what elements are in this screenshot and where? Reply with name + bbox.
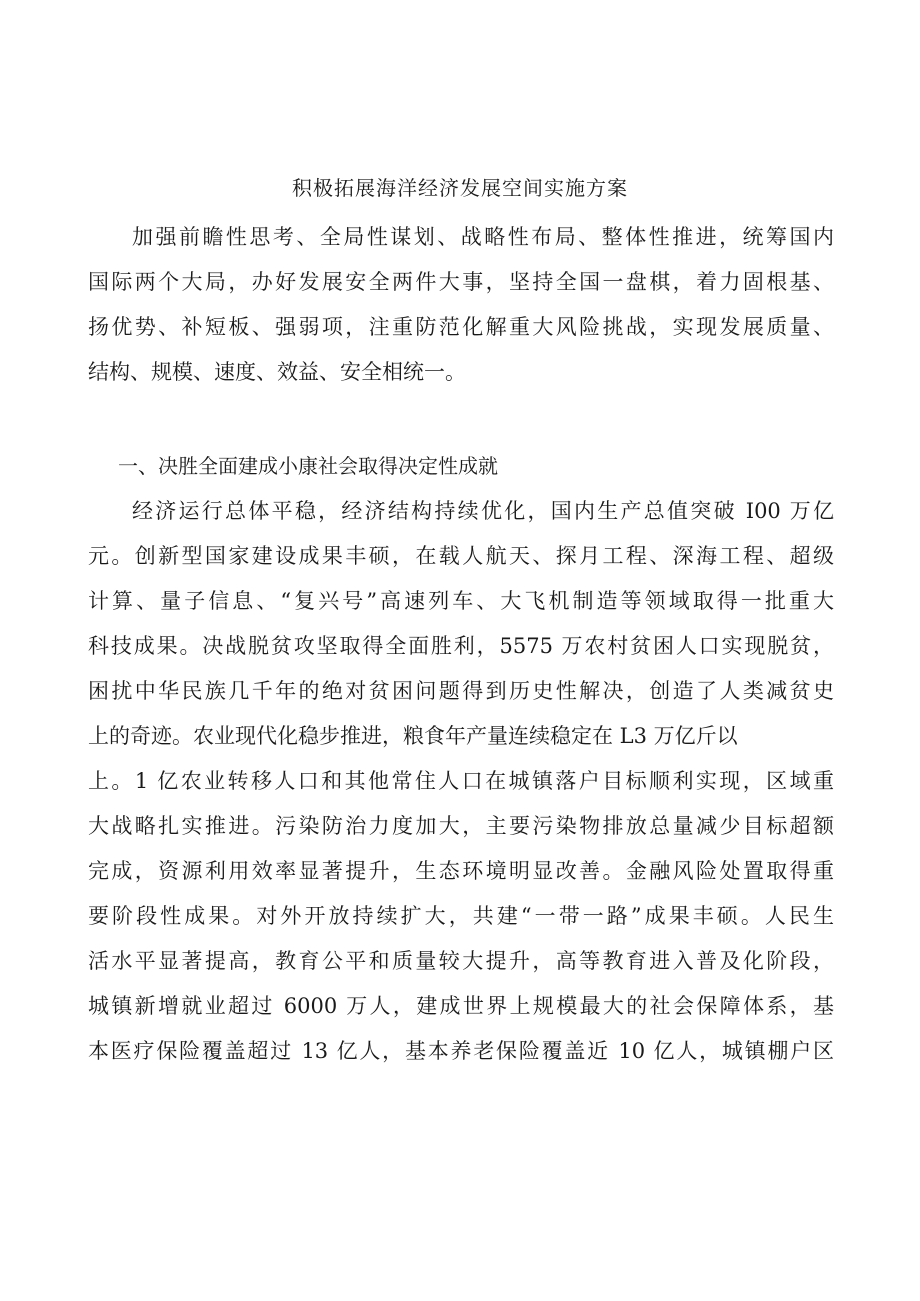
paragraph-line: 科技成果。决战脱贫攻坚取得全面胜利，5575 万农村贫困人口实现脱贫， [88,634,834,658]
paragraph-line: 城镇新增就业超过 6000 万人，建成世界上规模最大的社会保障体系，基 [88,994,834,1018]
paragraph-line: 结构、规模、速度、效益、安全相统一。 [88,360,466,384]
body-paragraph [88,489,834,1074]
paragraph-line: 加强前瞻性思考、全局性谋划、战略性布局、整体性推进，统筹国内 [132,225,834,249]
intro-paragraph [88,215,834,395]
paragraph-line: 扬优势、补短板、强弱项，注重防范化解重大风险挑战，实现发展质量、 [88,315,834,339]
paragraph-line: 活水平显著提高，教育公平和质量较大提升，高等教育进入普及化阶段， [88,949,834,973]
paragraph-line: 计算、量子信息、“复兴号”高速列车、大飞机制造等领域取得一批重大 [88,589,834,613]
paragraph-line: 元。创新型国家建设成果丰硕，在载人航天、探月工程、深海工程、超级 [88,544,834,568]
paragraph-line: 困扰中华民族几千年的绝对贫困问题得到历史性解决，创造了人类减贫史 [88,679,834,703]
paragraph-line: 本医疗保险覆盖超过 13 亿人，基本养老保险覆盖近 10 亿人，城镇棚户区 [88,1039,834,1063]
paragraph-line: 大战略扎实推进。污染防治力度加大，主要污染物排放总量减少目标超额 [88,814,834,838]
paragraph-line: 国际两个大局，办好发展安全两件大事，坚持全国一盘棋，着力固根基、 [88,270,834,294]
paragraph-line: 上。1 亿农业转移人口和其他常住人口在城镇落户目标顺利实现，区域重 [88,769,834,793]
paragraph-line: 上的奇迹。农业现代化稳步推进，粮食年产量连续稳定在 L3 万亿斤以 [88,724,738,748]
section-heading: 一、决胜全面建成小康社会取得决定性成就 [118,454,498,478]
paragraph-line: 要阶段性成果。对外开放持续扩大，共建“一带一路”成果丰硕。人民生 [88,904,834,928]
document-title: 积极拓展海洋经济发展空间实施方案 [292,176,628,200]
paragraph-line: 经济运行总体平稳，经济结构持续优化，国内生产总值突破 I00 万亿 [132,499,834,523]
paragraph-line: 完成，资源利用效率显著提升，生态环境明显改善。金融风险处置取得重 [88,859,834,883]
